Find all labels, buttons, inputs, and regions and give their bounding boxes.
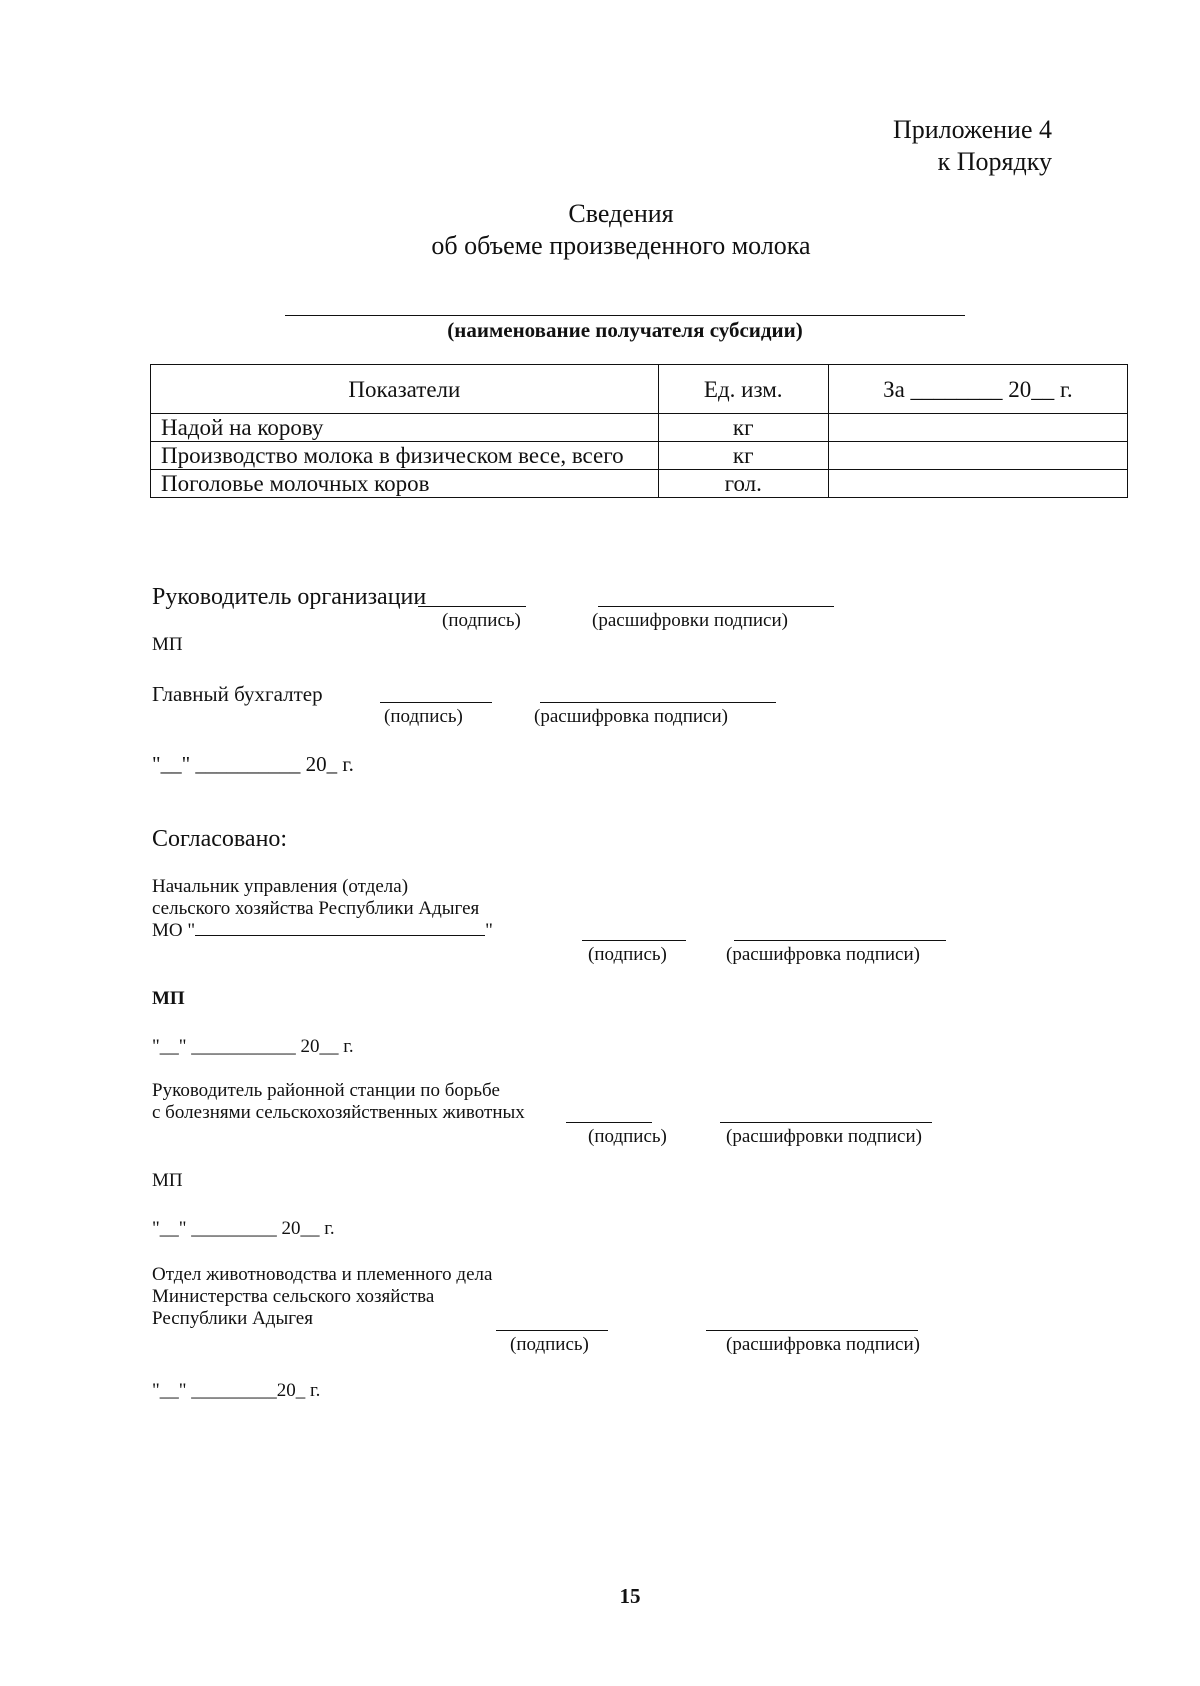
head-org-stamp: МП <box>152 634 183 655</box>
chief-accountant-sign-caption: (подпись) <box>384 706 463 727</box>
department-head-decode-line[interactable] <box>734 940 946 941</box>
chief-accountant-date[interactable]: "__" __________ 20_ г. <box>152 752 354 776</box>
ministry-sign-caption: (подпись) <box>510 1334 589 1355</box>
table-row <box>151 414 1128 442</box>
title-line-1: Сведения <box>568 199 674 228</box>
ministry-decode-line[interactable] <box>706 1330 918 1331</box>
milk-volume-table <box>150 364 1128 498</box>
row-unit: кг <box>658 442 828 470</box>
recipient-name-line[interactable] <box>285 315 965 316</box>
vet-station-line-2: с болезнями сельскохозяйственных животных <box>152 1102 525 1123</box>
table-row <box>151 470 1128 498</box>
mo-prefix: МО " <box>152 920 196 941</box>
head-org-decode-caption: (расшифровки подписи) <box>592 610 788 631</box>
ministry-line-1: Отдел животноводства и племенного дела <box>152 1264 493 1285</box>
head-org-decode-line[interactable] <box>598 606 834 607</box>
ministry-decode-caption: (расшифровка подписи) <box>726 1334 920 1355</box>
head-org-signature-line[interactable] <box>418 606 526 607</box>
header-unit: Ед. изм. <box>658 365 828 414</box>
department-head-line-1: Начальник управления (отдела) <box>152 876 409 897</box>
row-unit: кг <box>658 414 828 442</box>
department-head-line-2: сельского хозяйства Республики Адыгея <box>152 898 480 919</box>
table-row <box>151 442 1128 470</box>
row-unit: гол. <box>658 470 828 498</box>
head-org-label: Руководитель организации <box>152 584 427 610</box>
vet-station-sign-caption: (подпись) <box>588 1126 667 1147</box>
department-head-block <box>152 876 493 942</box>
ministry-line-2: Министерства сельского хозяйства <box>152 1286 435 1307</box>
ministry-block <box>152 1264 492 1330</box>
chief-accountant-decode-line[interactable] <box>540 702 776 703</box>
appendix-line-1: Приложение 4 <box>892 115 1052 144</box>
appendix-line-2: к Порядку <box>937 147 1052 176</box>
vet-station-block <box>152 1080 525 1124</box>
department-head-signature-line[interactable] <box>582 940 686 941</box>
recipient-caption: (наименование получателя субсидии) <box>447 318 803 342</box>
vet-station-signature-line[interactable] <box>566 1122 652 1123</box>
row-indicator: Поголовье молочных коров <box>151 470 659 498</box>
department-head-date[interactable]: "__" ___________ 20__ г. <box>152 1036 354 1057</box>
department-head-line-3 <box>152 920 493 942</box>
department-head-sign-caption: (подпись) <box>588 944 667 965</box>
ministry-date[interactable]: "__" _________20_ г. <box>152 1380 321 1401</box>
vet-station-decode-line[interactable] <box>720 1122 932 1123</box>
row-indicator: Производство молока в физическом весе, всего <box>151 442 659 470</box>
header-period: За ________ 20__ г. <box>828 365 1127 414</box>
vet-station-stamp: МП <box>152 1170 183 1191</box>
page-number: 15 <box>619 1584 641 1608</box>
table-header-row <box>151 365 1128 414</box>
document-title <box>0 198 1200 262</box>
header-indicators: Показатели <box>151 365 659 414</box>
chief-accountant-label: Главный бухгалтер <box>152 682 323 706</box>
row-value[interactable] <box>828 470 1127 498</box>
agreed-heading: Согласовано: <box>152 826 288 852</box>
department-head-stamp: МП <box>152 988 185 1009</box>
vet-station-line-1: Руководитель районной станции по борьбе <box>152 1080 500 1101</box>
mo-name-line[interactable] <box>195 921 485 936</box>
row-indicator: Надой на корову <box>151 414 659 442</box>
row-value[interactable] <box>828 442 1127 470</box>
ministry-line-3: Республики Адыгея <box>152 1308 313 1329</box>
chief-accountant-signature-line[interactable] <box>380 702 492 703</box>
mo-suffix: " <box>485 920 493 941</box>
vet-station-date[interactable]: "__" _________ 20__ г. <box>152 1218 335 1239</box>
department-head-decode-caption: (расшифровка подписи) <box>726 944 920 965</box>
title-line-2: об объеме произведенного молока <box>431 231 811 260</box>
row-value[interactable] <box>828 414 1127 442</box>
vet-station-decode-caption: (расшифровки подписи) <box>726 1126 922 1147</box>
ministry-signature-line[interactable] <box>496 1330 608 1331</box>
chief-accountant-decode-caption: (расшифровка подписи) <box>534 706 728 727</box>
appendix-header <box>893 114 1052 178</box>
head-org-sign-caption: (подпись) <box>442 610 521 631</box>
